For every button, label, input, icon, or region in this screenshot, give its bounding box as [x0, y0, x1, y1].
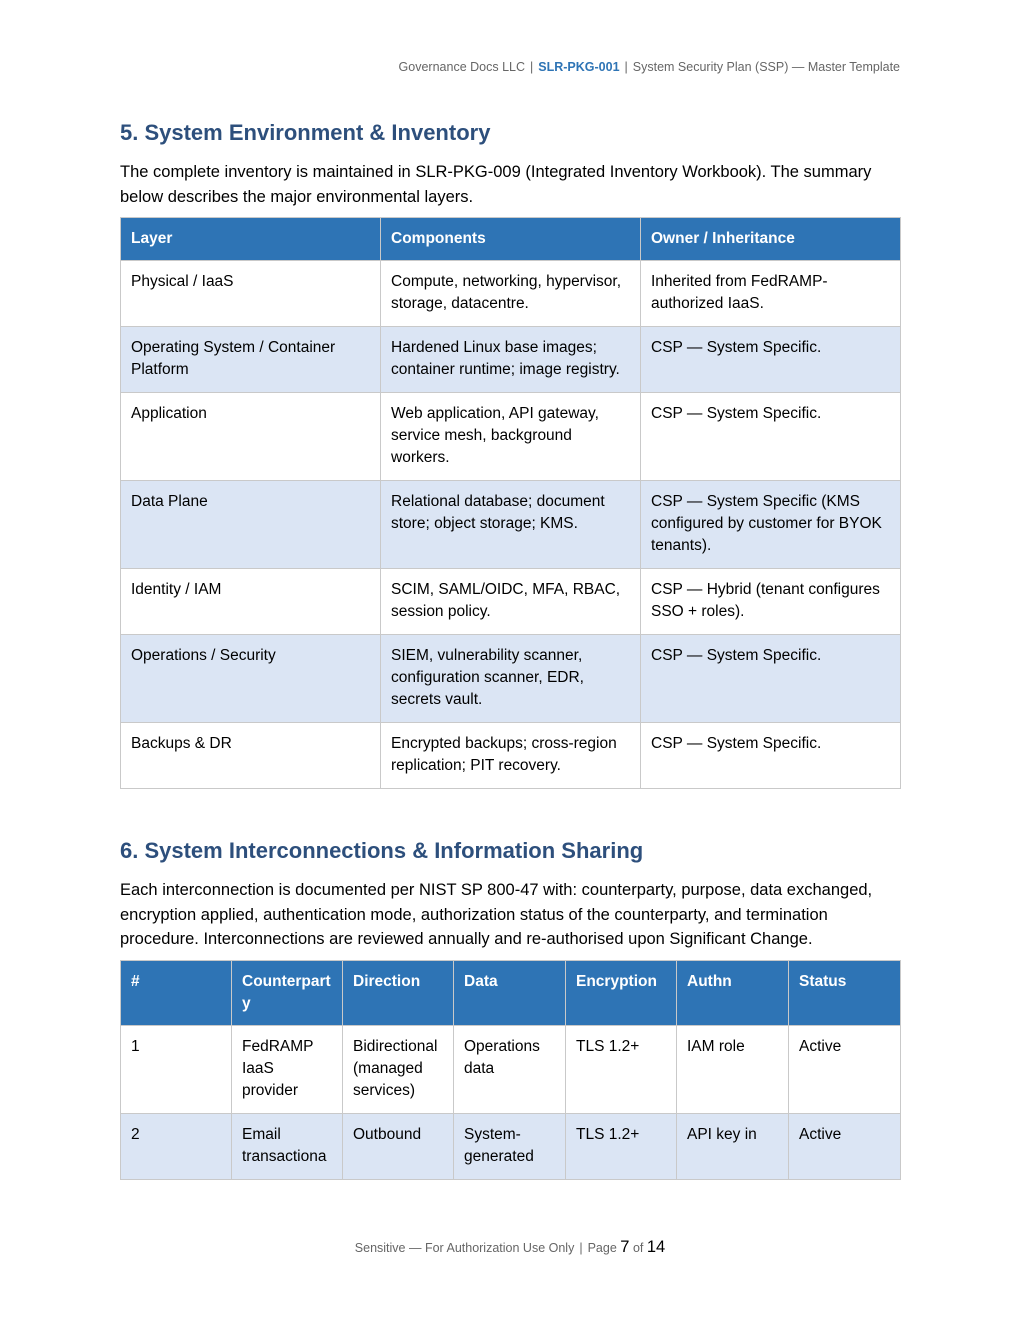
footer-of-word: of — [632, 1241, 644, 1255]
table-cell: Data Plane — [121, 481, 381, 569]
column-header: # — [121, 960, 232, 1025]
table-row — [121, 261, 901, 327]
table-row — [121, 635, 901, 723]
table-cell: SCIM, SAML/OIDC, MFA, RBAC, session policy. — [381, 569, 641, 635]
header-separator: | — [624, 60, 628, 74]
table-header-row — [121, 218, 901, 261]
table-cell: 1 — [121, 1025, 232, 1113]
table-cell: Web application, API gateway, service mesh, background workers. — [381, 393, 641, 481]
table-cell: Email transactiona — [232, 1113, 343, 1179]
table-row — [121, 1113, 901, 1179]
table-row — [121, 723, 901, 789]
header-company: Governance Docs LLC — [398, 60, 525, 74]
table-cell: Bidirectional (managed services) — [343, 1025, 454, 1113]
table-row — [121, 393, 901, 481]
table-cell: Operating System / Container Platform — [121, 327, 381, 393]
table-cell: TLS 1.2+ — [566, 1113, 677, 1179]
table-cell: Encrypted backups; cross-region replication; PIT recovery. — [381, 723, 641, 789]
table-cell: Identity / IAM — [121, 569, 381, 635]
footer-separator: | — [579, 1241, 583, 1255]
section-interconnections — [120, 836, 900, 1180]
table-cell: Active — [789, 1025, 901, 1113]
header-separator: | — [530, 60, 534, 74]
table-cell: CSP — System Specific. — [641, 393, 901, 481]
table-cell: TLS 1.2+ — [566, 1025, 677, 1113]
section-system-environment — [120, 118, 900, 789]
table-cell: CSP — System Specific. — [641, 723, 901, 789]
table-cell: Backups & DR — [121, 723, 381, 789]
table-row — [121, 1025, 901, 1113]
section-heading: 5. System Environment & Inventory — [120, 120, 491, 145]
table-cell: Operations data — [454, 1025, 566, 1113]
table-cell: FedRAMP IaaS provider — [232, 1025, 343, 1113]
column-header: Counterparty — [232, 960, 343, 1025]
table-row — [121, 327, 901, 393]
table-row — [121, 481, 901, 569]
table-cell: Compute, networking, hypervisor, storage, datacentre. — [381, 261, 641, 327]
header-doc-title: System Security Plan (SSP) — Master Template — [632, 60, 900, 74]
column-header: Encryption — [566, 960, 677, 1025]
table-cell: 2 — [121, 1113, 232, 1179]
section-intro: Each interconnection is documented per NIST SP 800-47 with: counterparty, purpose, data exchanged, encryption applied, authentication mode, authorization status of the counterparty, and termination procedure. Interconnections are reviewed annually and re-authorised upon Significant Change. — [120, 881, 873, 948]
interconnections-table — [120, 960, 901, 1180]
table-cell: API key in — [677, 1113, 789, 1179]
column-header: Status — [789, 960, 901, 1025]
column-header: Data — [454, 960, 566, 1025]
header-doc-id: SLR-PKG-001 — [538, 60, 620, 74]
page-footer — [0, 1238, 1020, 1257]
table-cell: Active — [789, 1113, 901, 1179]
table-cell: IAM role — [677, 1025, 789, 1113]
footer-page-total: 14 — [646, 1238, 666, 1256]
table-cell: Application — [121, 393, 381, 481]
table-cell: CSP — System Specific. — [641, 327, 901, 393]
table-header-row — [121, 960, 901, 1025]
table-cell: CSP — System Specific. — [641, 635, 901, 723]
table-cell: SIEM, vulnerability scanner, configuration scanner, EDR, secrets vault. — [381, 635, 641, 723]
table-cell: Physical / IaaS — [121, 261, 381, 327]
table-cell: Relational database; document store; object storage; KMS. — [381, 481, 641, 569]
table-cell: System-generated — [454, 1113, 566, 1179]
section-heading: 6. System Interconnections & Information Sharing — [120, 838, 644, 863]
inventory-table — [120, 217, 901, 789]
table-cell: Inherited from FedRAMP-authorized IaaS. — [641, 261, 901, 327]
table-cell: Hardened Linux base images; container runtime; image registry. — [381, 327, 641, 393]
footer-page-number: 7 — [620, 1238, 630, 1256]
section-intro: The complete inventory is maintained in SLR-PKG-009 (Integrated Inventory Workbook). The summary below describes the major environmental layers. — [120, 163, 872, 206]
column-header: Owner / Inheritance — [641, 218, 901, 261]
table-cell: Operations / Security — [121, 635, 381, 723]
column-header: Components — [381, 218, 641, 261]
column-header: Direction — [343, 960, 454, 1025]
table-cell: Outbound — [343, 1113, 454, 1179]
footer-page-word: Page — [587, 1241, 617, 1255]
column-header: Authn — [677, 960, 789, 1025]
table-cell: CSP — System Specific (KMS configured by customer for BYOK tenants). — [641, 481, 901, 569]
footer-label: Sensitive — For Authorization Use Only — [354, 1241, 575, 1255]
table-row — [121, 569, 901, 635]
page-header — [399, 60, 900, 74]
column-header: Layer — [121, 218, 381, 261]
table-cell: CSP — Hybrid (tenant configures SSO + roles). — [641, 569, 901, 635]
